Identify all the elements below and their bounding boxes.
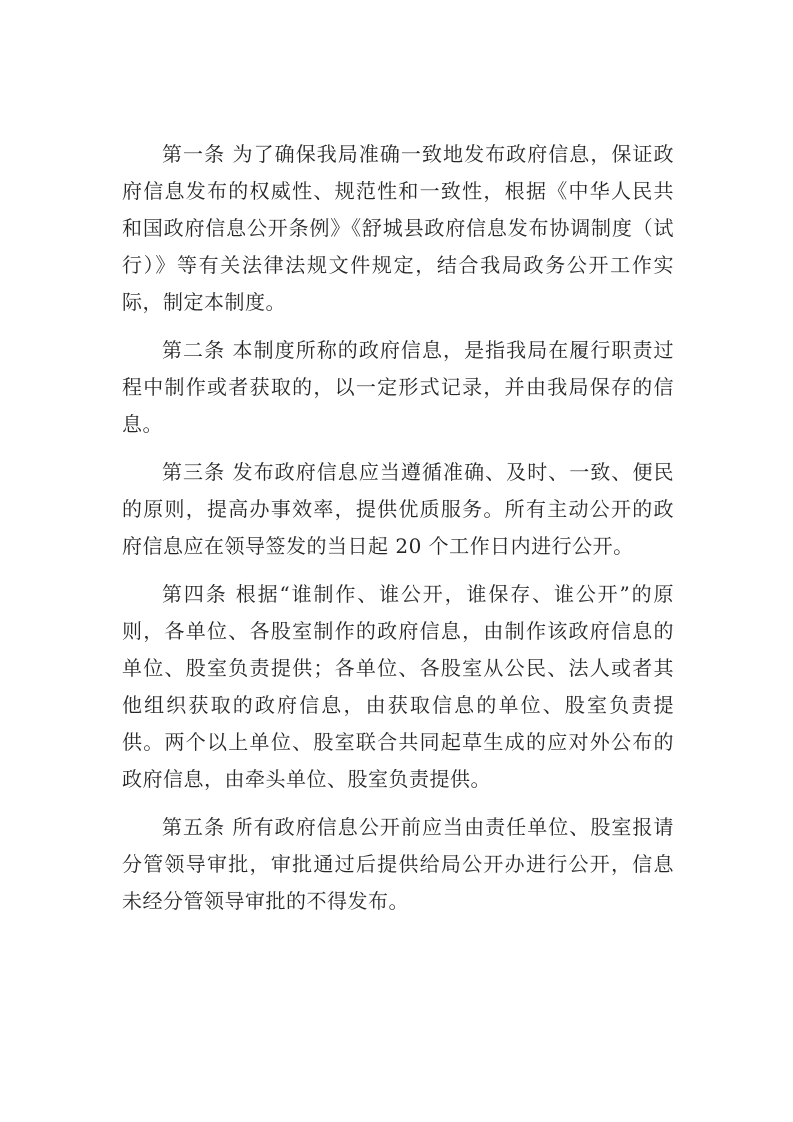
article-1-paragraph: 第一条 为了确保我局准确一致地发布政府信息，保证政府信息发布的权威性、规范性和一致性，根据《中华人民共和国政府信息公开条例》《舒城县政府信息发布协调制度（试行）》等有关法律法规文件规定，结合我局政务公开工作实际，制定本制度。 [122,142,674,314]
document-body [122,136,674,931]
article-4-paragraph: 第四条 根据“谁制作、谁公开，谁保存、谁公开”的原则，各单位、各股室制作的政府信息，由制作该政府信息的单位、股室负责提供；各单位、各股室从公民、法人或者其他组织获取的政府信息，由获取信息的单位、股室负责提供。两个以上单位、股室联合共同起草生成的应对外公布的政府信息，由牵头单位、股室负责提供。 [122,582,674,791]
article-3-paragraph: 第三条 发布政府信息应当遵循准确、及时、一致、便民的原则，提高办事效率，提供优质服务。所有主动公开的政府信息应在领导签发的当日起 20 个工作日内进行公开。 [122,460,674,558]
article-5-paragraph: 第五条 所有政府信息公开前应当由责任单位、股室报请分管领导审批，审批通过后提供给局公开办进行公开，信息未经分管领导审批的不得发布。 [122,815,674,913]
article-2-paragraph: 第二条 本制度所称的政府信息，是指我局在履行职责过程中制作或者获取的，以一定形式记录，并由我局保存的信息。 [122,338,674,436]
